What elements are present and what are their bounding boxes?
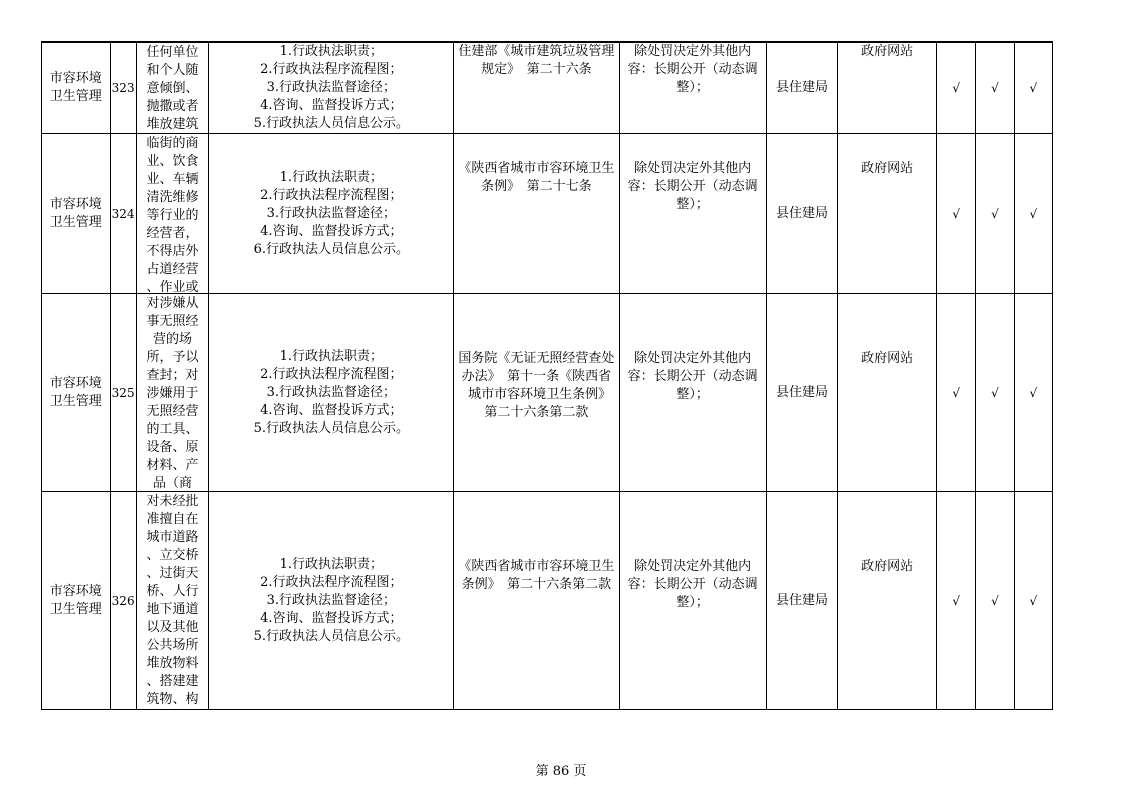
content-line: 5.行政执法人员信息公示。 xyxy=(253,420,409,436)
item-text-line: 桥、人行 xyxy=(146,583,199,599)
content-line: 2.行政执法程序流程图； xyxy=(260,366,403,382)
disclosure-time-text: 除处罚决定外其他内容：长期公开（动态调整）； xyxy=(627,559,758,610)
check-mark-cell: √ xyxy=(976,42,1014,134)
disclosure-table xyxy=(41,41,1053,710)
item-cell xyxy=(136,42,209,134)
item-text-line: 无照经营 xyxy=(146,403,199,419)
item-text-line: 以及其他 xyxy=(146,619,199,635)
check-mark-cell: √ xyxy=(937,134,976,294)
disclosure-time-text: 除处罚决定外其他内容：长期公开（动态调整）； xyxy=(627,161,758,212)
content-line: 1.行政执法职责； xyxy=(279,169,383,185)
item-text-line: 对未经批 xyxy=(146,493,199,509)
row-number-cell: 326 xyxy=(110,492,136,710)
item-cell xyxy=(136,134,209,294)
item-text-line: 堆放物料 xyxy=(146,655,199,671)
item-text-line: 准擅自在 xyxy=(146,511,199,527)
disclosure-subject-cell: 县住建局 xyxy=(766,134,838,294)
item-text-line: 和个人随 xyxy=(146,63,199,78)
content-line: 6.行政执法人员信息公示。 xyxy=(253,241,409,257)
content-line: 2.行政执法程序流程图； xyxy=(260,574,403,590)
item-text-line: 的工具、 xyxy=(146,421,199,437)
disclosure-time-text: 除处罚决定外其他内容：长期公开（动态调整）； xyxy=(627,351,758,402)
content-cell xyxy=(209,294,454,492)
content-cell xyxy=(209,42,454,134)
item-text-line: 业、饮食 xyxy=(146,153,199,169)
item-text-line: 公共场所 xyxy=(146,637,199,653)
item-text-line: 抛撒或者 xyxy=(146,99,199,114)
item-text-line: 临街的商 xyxy=(146,135,199,151)
category-cell: 市容环境卫生管理 xyxy=(42,492,111,710)
disclosure-channel-cell xyxy=(838,134,937,294)
content-line: 5.行政执法人员信息公示。 xyxy=(253,628,409,644)
content-cell xyxy=(209,492,454,710)
item-text-line: 设备、原 xyxy=(146,439,199,455)
check-mark-cell: √ xyxy=(1014,134,1052,294)
item-text-line: 营的场 xyxy=(153,331,193,347)
item-text-line: 所，予以 xyxy=(146,349,199,365)
basis-text: 《陕西省城市市容环境卫生条例》 第二十六条第二款 xyxy=(458,559,615,592)
category-cell: 市容环境卫生管理 xyxy=(42,42,111,134)
table-row xyxy=(42,42,1053,134)
item-text-line: 经营者， xyxy=(146,225,199,241)
check-mark-cell: √ xyxy=(937,492,976,710)
basis-cell xyxy=(454,294,619,492)
content-line: 4.咨询、监督投诉方式； xyxy=(260,610,403,626)
disclosure-subject-cell: 县住建局 xyxy=(766,294,838,492)
disclosure-subject-cell: 县住建局 xyxy=(766,42,838,134)
disclosure-channel-cell xyxy=(838,294,937,492)
category-cell: 市容环境卫生管理 xyxy=(42,294,111,492)
content-line: 1.行政执法职责； xyxy=(279,556,383,572)
content-line: 3.行政执法监督途径； xyxy=(266,592,396,608)
table-row xyxy=(42,492,1053,710)
disclosure-channel-text: 政府网站 xyxy=(861,44,914,59)
disclosure-time-cell xyxy=(619,134,766,294)
item-text-line: 筑物、构 xyxy=(146,691,199,707)
content-line: 3.行政执法监督途径； xyxy=(266,384,396,400)
content-line: 5.行政执法人员信息公示。 xyxy=(253,116,409,131)
content-line: 2.行政执法程序流程图； xyxy=(260,62,403,77)
check-mark-cell: √ xyxy=(976,134,1014,294)
item-text-line: 涉嫌用于 xyxy=(146,385,199,401)
item-text-line: 意倾倒、 xyxy=(146,81,199,96)
item-text-line: 查封；对 xyxy=(146,367,199,383)
item-text-line: 不得店外 xyxy=(146,243,199,259)
row-number-cell: 325 xyxy=(110,294,136,492)
category-cell: 市容环境卫生管理 xyxy=(42,134,111,294)
item-text-line: 业、车辆 xyxy=(146,171,199,187)
content-line: 1.行政执法职责； xyxy=(279,44,383,59)
disclosure-channel-text: 政府网站 xyxy=(861,351,914,366)
item-text-line: 清洗维修 xyxy=(146,189,199,205)
item-text-line: 地下通道 xyxy=(146,601,199,617)
item-text-line: 、过街天 xyxy=(146,565,199,581)
basis-text: 住建部《城市建筑垃圾管理规定》 第二十六条 xyxy=(458,44,615,77)
check-mark-cell: √ xyxy=(937,42,976,134)
disclosure-subject-cell: 县住建局 xyxy=(766,492,838,710)
item-text-line: 、作业或 xyxy=(146,279,199,293)
table-row xyxy=(42,134,1053,294)
item-text-line: 等行业的 xyxy=(146,207,199,223)
content-line: 3.行政执法监督途径； xyxy=(266,205,396,221)
item-text-line: 堆放建筑 xyxy=(146,117,199,132)
basis-text: 国务院《无证无照经营查处办法》 第十一条《陕西省城市市容环境卫生条例》 第二十六条第二款 xyxy=(458,351,618,420)
check-mark-cell: √ xyxy=(1014,294,1052,492)
item-text-line: 任何单位 xyxy=(146,45,199,60)
disclosure-channel-cell xyxy=(838,42,937,134)
item-text-line: 占道经营 xyxy=(146,261,199,277)
disclosure-channel-text: 政府网站 xyxy=(861,559,914,574)
disclosure-time-cell xyxy=(619,42,766,134)
check-mark-cell: √ xyxy=(1014,492,1052,710)
disclosure-time-cell xyxy=(619,492,766,710)
item-text-line: 品（商 xyxy=(153,475,193,491)
content-line: 1.行政执法职责； xyxy=(279,348,383,364)
basis-cell xyxy=(454,42,619,134)
check-mark-cell: √ xyxy=(1014,42,1052,134)
item-cell xyxy=(136,294,209,492)
disclosure-time-text: 除处罚决定外其他内容：长期公开（动态调整）； xyxy=(627,44,758,95)
content-line: 4.咨询、监督投诉方式； xyxy=(260,402,403,418)
content-line: 4.咨询、监督投诉方式； xyxy=(260,98,403,113)
item-text-line: 材料、产 xyxy=(146,457,199,473)
row-number-cell: 324 xyxy=(110,134,136,294)
content-cell xyxy=(209,134,454,294)
basis-text: 《陕西省城市市容环境卫生条例》 第二十七条 xyxy=(458,161,615,194)
item-text-line: 事无照经 xyxy=(146,313,199,329)
basis-cell xyxy=(454,492,619,710)
basis-cell xyxy=(454,134,619,294)
item-text-line: 、搭建建 xyxy=(146,673,199,689)
row-number-cell: 323 xyxy=(110,42,136,134)
content-line: 2.行政执法程序流程图； xyxy=(260,187,403,203)
content-line: 3.行政执法监督途径； xyxy=(266,80,396,95)
content-line: 4.咨询、监督投诉方式； xyxy=(260,223,403,239)
disclosure-channel-text: 政府网站 xyxy=(861,161,914,176)
check-mark-cell: √ xyxy=(976,294,1014,492)
check-mark-cell: √ xyxy=(937,294,976,492)
item-cell xyxy=(136,492,209,710)
item-text-line: 对涉嫌从 xyxy=(146,295,199,311)
page-number: 第 86 页 xyxy=(535,764,587,779)
disclosure-time-cell xyxy=(619,294,766,492)
item-text-line: 、立交桥 xyxy=(146,547,199,563)
check-mark-cell: √ xyxy=(976,492,1014,710)
disclosure-channel-cell xyxy=(838,492,937,710)
table-row xyxy=(42,294,1053,492)
item-text-line: 城市道路 xyxy=(146,529,199,545)
